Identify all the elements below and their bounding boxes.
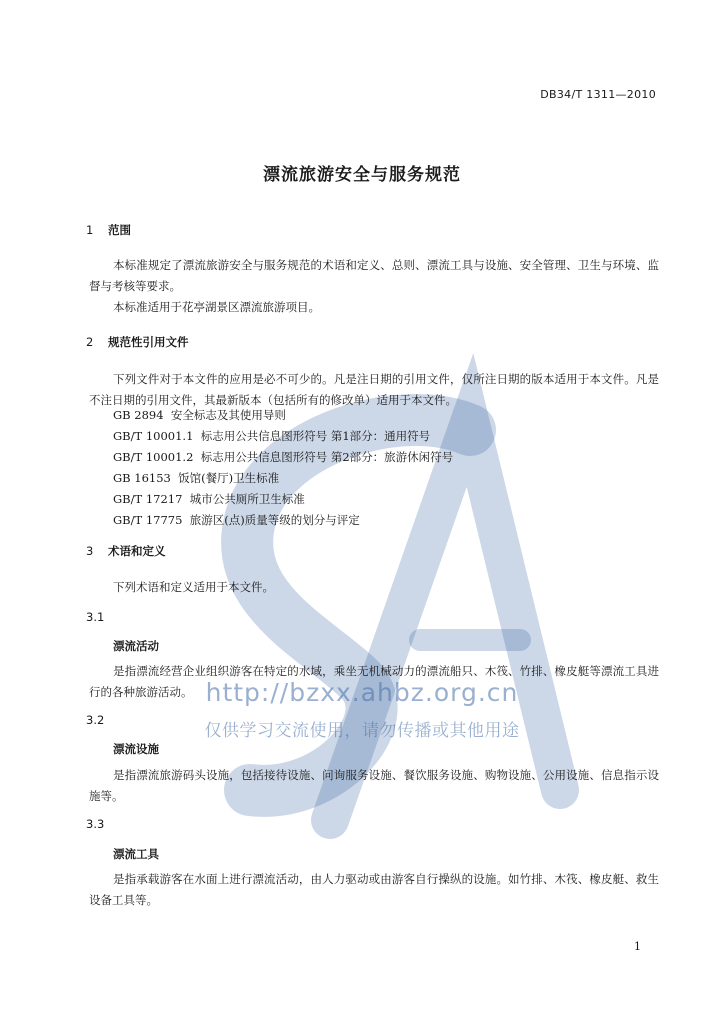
section-1-paragraph-1: 本标准规定了漂流旅游安全与服务规范的术语和定义、总则、漂流工具与设施、安全管理、卫生与环境、监督与考核等要求。 — [89, 258, 659, 293]
section-title: 术语和定义 — [108, 544, 166, 558]
section-2-heading — [86, 334, 189, 350]
reference-item: GB/T 17775 旅游区(点)质量等级的划分与评定 — [113, 513, 360, 527]
term-definition: 是指承载游客在水面上进行漂流活动，由人力驱动或由游客自行操纵的设施。如竹排、木筏、橡皮艇、救生设备工具等。 — [89, 872, 659, 907]
term-number: 3.3 — [86, 817, 105, 831]
document-number: DB34/T 1311—2010 — [540, 88, 656, 101]
section-1-paragraph-2: 本标准适用于花亭湖景区漂流旅游项目。 — [113, 300, 320, 314]
reference-item: GB/T 10001.2 标志用公共信息图形符号 第2部分：旅游休闲符号 — [113, 450, 454, 464]
reference-item: GB 2894 安全标志及其使用导则 — [113, 408, 286, 422]
section-number: 3 — [86, 544, 94, 558]
section-2-paragraph-1: 下列文件对于本文件的应用是必不可少的。凡是注日期的引用文件，仅所注日期的版本适用于本文件。凡是不注日期的引用文件，其最新版本（包括所有的修改单）适用于本文件。 — [89, 372, 659, 407]
term-title: 漂流设施 — [113, 742, 159, 756]
section-number: 2 — [86, 335, 94, 349]
term-definition: 是指漂流经营企业组织游客在特定的水域，乘坐无机械动力的漂流船只、木筏、竹排、橡皮艇等漂流工具进行的各种旅游活动。 — [89, 664, 659, 699]
term-definition: 是指漂流旅游码头设施，包括接待设施、问询服务设施、餐饮服务设施、购物设施、公用设施、信息指示设施等。 — [89, 768, 659, 803]
reference-item: GB 16153 饭馆(餐厅)卫生标准 — [113, 471, 280, 485]
section-title: 规范性引用文件 — [108, 335, 189, 349]
watermark-url: http://bzxx.ahbz.org.cn — [205, 678, 519, 707]
term-number: 3.2 — [86, 713, 105, 727]
reference-item: GB/T 17217 城市公共厕所卫生标准 — [113, 492, 305, 506]
reference-item: GB/T 10001.1 标志用公共信息图形符号 第1部分：通用符号 — [113, 429, 431, 443]
section-title: 范围 — [108, 223, 131, 237]
page-number: 1 — [634, 940, 641, 953]
term-title: 漂流工具 — [113, 847, 159, 861]
section-number: 1 — [86, 223, 94, 237]
term-number: 3.1 — [86, 610, 105, 624]
page-title: 漂流旅游安全与服务规范 — [263, 165, 461, 185]
term-title: 漂流活动 — [113, 639, 159, 653]
section-3-heading — [86, 543, 166, 559]
section-3-paragraph-1: 下列术语和定义适用于本文件。 — [113, 580, 274, 594]
watermark-note: 仅供学习交流使用，请勿传播或其他用途 — [204, 721, 520, 741]
section-1-heading — [86, 222, 131, 238]
